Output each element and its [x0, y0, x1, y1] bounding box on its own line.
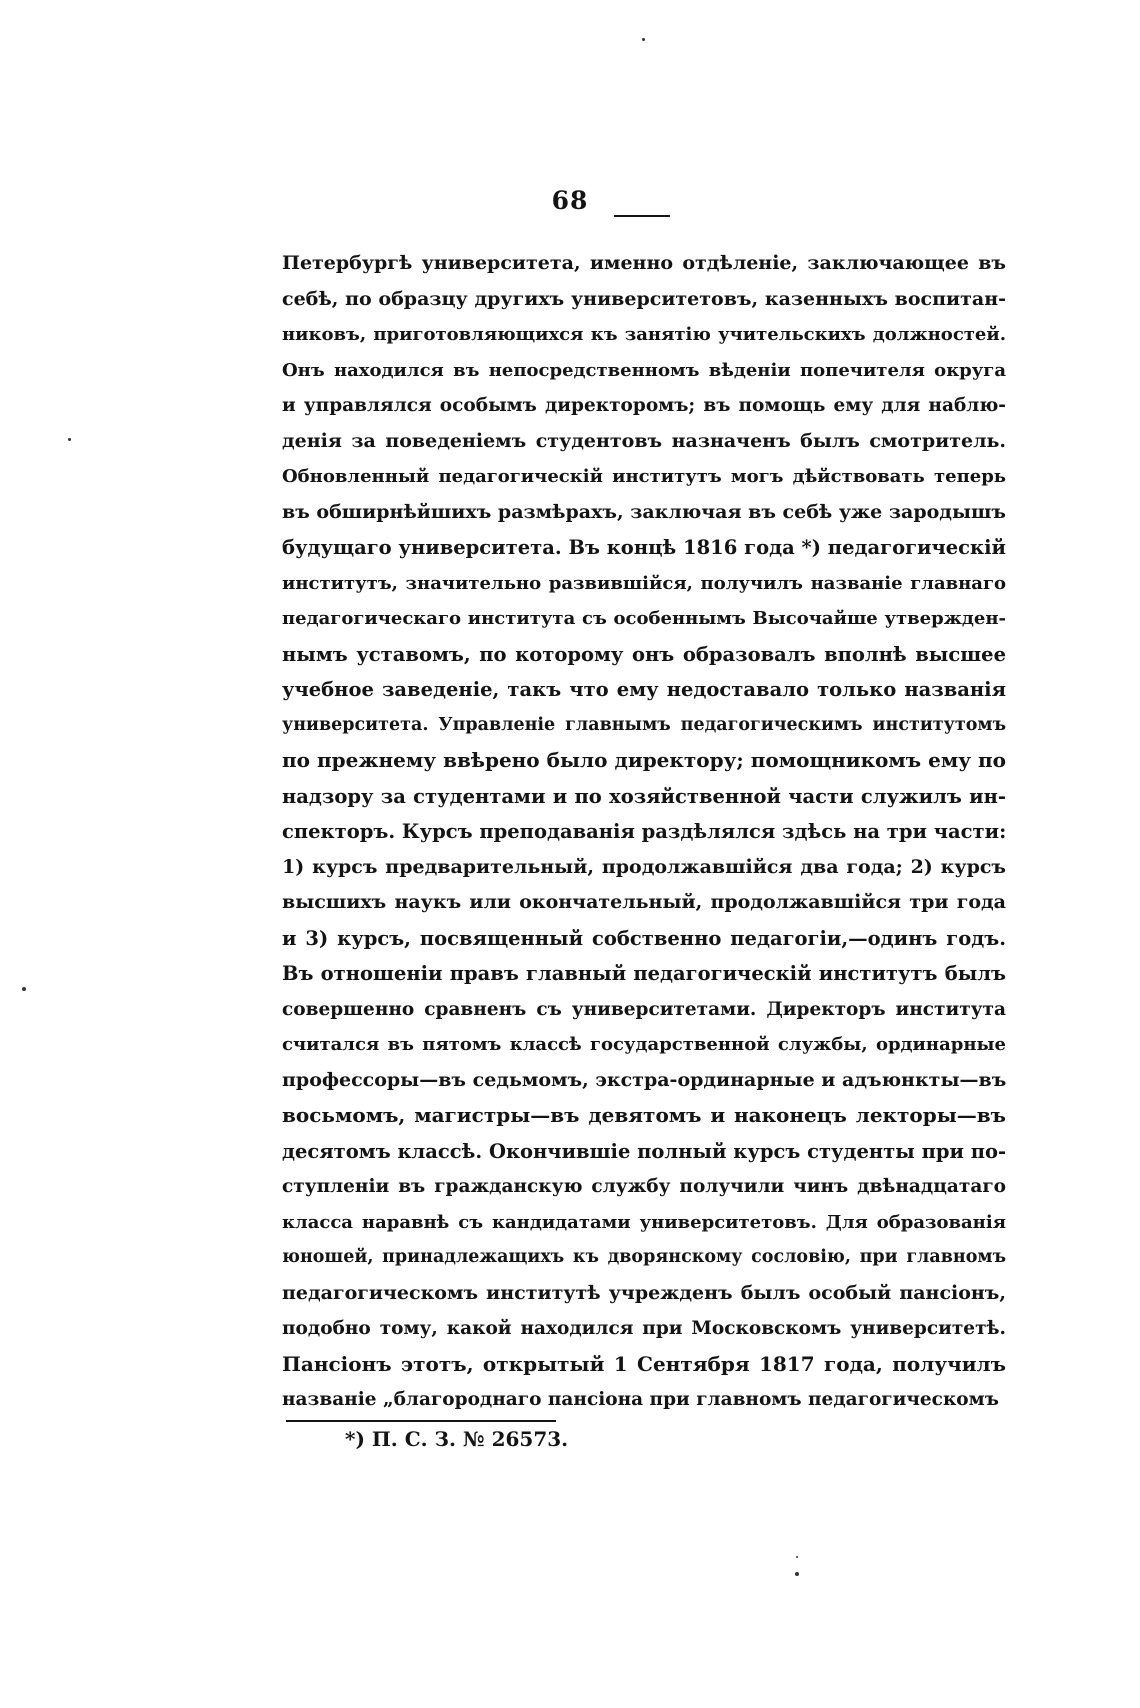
scan-speck: [68, 438, 71, 441]
text-line: спекторъ. Курсъ преподаванія раздѣлялся здѣсь на три части:: [282, 820, 1006, 843]
text-line: совершенно сравненъ съ университетами. Директоръ института: [282, 998, 1006, 1020]
text-line: 1) курсъ предварительный, продолжавшійся два года; 2) курсъ: [282, 855, 1006, 878]
text-line: педагогическомъ институтѣ учрежденъ былъ особый пансіонъ,: [282, 1281, 1006, 1304]
text-line: класса наравнѣ съ кандидатами университетовъ. Для образованія: [282, 1211, 1006, 1233]
body-text: [282, 246, 1006, 1418]
text-line: профессоры—въ седьмомъ, экстра-ординарные и адъюнкты—въ: [282, 1068, 1006, 1091]
text-line: надзору за студентами и по хозяйственной части служилъ ин-: [282, 784, 1006, 808]
text-line: учебное заведеніе, такъ что ему недоставало только названія: [282, 678, 1006, 701]
text-line: никовъ, приготовляющихся къ занятію учительскихъ должностей.: [282, 324, 1006, 345]
text-line: будущаго университета. Въ концѣ 1816 года *) педагогическій: [282, 536, 1006, 559]
text-line: институтъ, значительно развившійся, получилъ названіе главнаго: [282, 572, 1006, 594]
text-line: подобно тому, какой находился при Московскомъ университетѣ.: [282, 1318, 1006, 1339]
text-line: высшихъ наукъ или окончательный, продолжавшійся три года: [282, 891, 1006, 913]
text-line: и 3) курсъ, посвященный собственно педагогіи,—одинъ годъ.: [282, 926, 1006, 950]
text-line: по прежнему ввѣрено было директору; помощникомъ ему по: [282, 748, 1006, 772]
scan-speck: [795, 1572, 799, 1576]
text-line: десятомъ классѣ. Окончившіе полный курсъ студенты при по-: [282, 1139, 1006, 1163]
text-line: Въ отношеніи правъ главный педагогическій институтъ былъ: [282, 962, 1006, 985]
text-line: въ обширнѣйшихъ размѣрахъ, заключая въ себѣ уже зародышъ: [282, 500, 1006, 523]
text-line: восьмомъ, магистры—въ девятомъ и наконецъ лекторы—въ: [282, 1103, 1006, 1127]
text-line: и управлялся особымъ директоромъ; въ помощь ему для наблю-: [282, 395, 1006, 416]
scan-speck: [642, 38, 645, 41]
text-line: Петербургѣ университета, именно отдѣленіе, заключающее въ: [282, 252, 1006, 274]
text-line: названіе „благороднаго пансіона при главномъ педагогическомъ: [282, 1389, 999, 1410]
text-line: денія за поведеніемъ студентовъ назначенъ былъ смотритель.: [282, 429, 1006, 452]
page-number: 68: [551, 186, 589, 215]
scan-speck: [796, 1556, 798, 1558]
text-line: университета. Управленіе главнымъ педагогическимъ институтомъ: [282, 714, 1006, 735]
text-line: юношей, принадлежащихъ къ дворянскому сословію, при главномъ: [282, 1247, 1006, 1267]
text-line: Обновленный педагогическій институтъ могъ дѣйствовать теперь: [282, 466, 1006, 487]
text-line: себѣ, по образцу другихъ университетовъ, казенныхъ воспитан-: [282, 287, 1006, 310]
scan-speck: [22, 987, 26, 991]
footnote: *) П. С. З. № 26573.: [345, 1427, 569, 1451]
text-line: ступленіи въ гражданскую службу получили чинъ двѣнадцатаго: [282, 1176, 1006, 1197]
text-line: считался въ пятомъ классѣ государственной службы, ординарные: [282, 1034, 1006, 1055]
text-line: Онъ находился въ непосредственномъ вѣденіи попечителя округа: [282, 359, 1006, 381]
text-line: нымъ уставомъ, по которому онъ образовалъ вполнѣ высшее: [282, 642, 1006, 666]
text-line: Пансіонъ этотъ, открытый 1 Сентября 1817 года, получилъ: [282, 1351, 1006, 1376]
text-line: педагогическаго института съ особеннымъ Высочайше утвержден-: [282, 608, 1006, 629]
page-number-underline: [614, 215, 670, 217]
